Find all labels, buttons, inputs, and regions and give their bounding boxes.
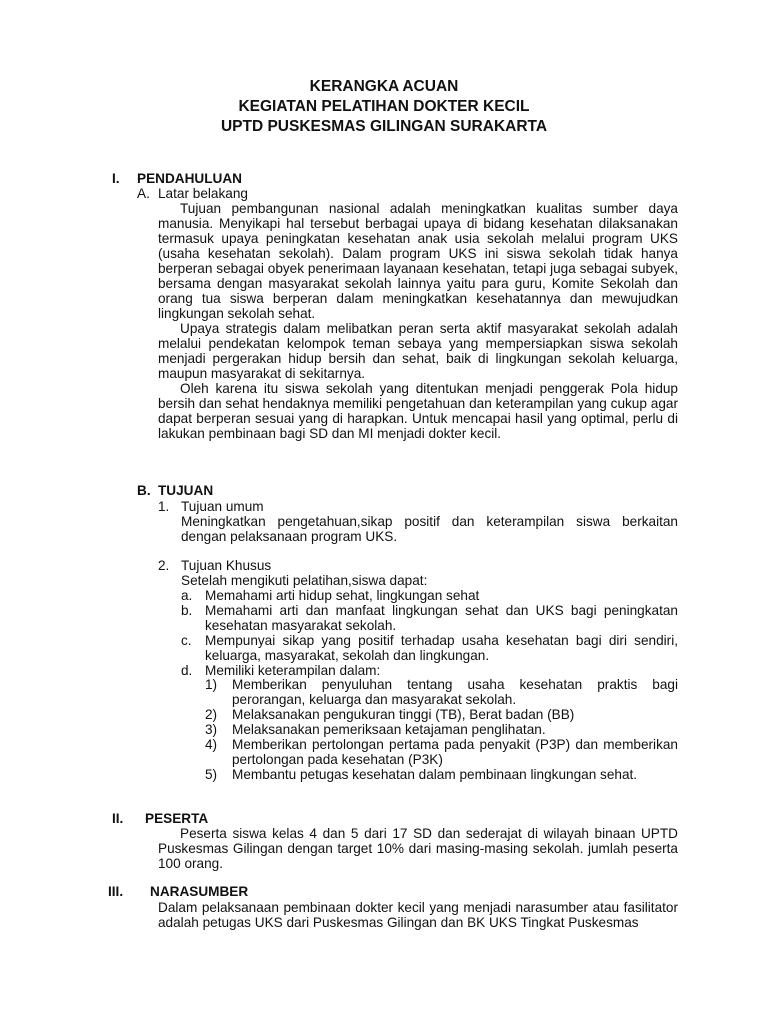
section-2-number: II. (112, 811, 124, 826)
list-marker: 3) (205, 722, 218, 737)
subsection-a-heading: Latar belakang (158, 186, 248, 201)
doc-title-line-2: KEGIATAN PELATIHAN DOKTER KECIL (238, 98, 530, 115)
list-item (205, 677, 678, 707)
peserta-paragraph: Peserta siswa kelas 4 dan 5 dari 17 SD dan sederajat di wilayah binaan UPTD Puskesmas Gilingan dengan target 10% dari masing-masing sekolah. jumlah peserta 100 orang. (158, 826, 678, 871)
list-text: Memahami arti hidup sehat, lingkungan sehat (205, 588, 480, 603)
subsection-a-marker: A. (137, 186, 150, 201)
list-text: Memberikan penyuluhan tentang usaha kesehatan praktis bagi perorangan, keluarga dan masyarakat sekolah. (232, 677, 678, 707)
list-marker: b. (181, 603, 193, 618)
section-1-number: I. (112, 171, 120, 186)
list-marker: d. (181, 663, 193, 678)
tujuan-umum-marker: 1. (158, 499, 170, 514)
keterampilan-list (205, 677, 678, 782)
list-item (181, 588, 678, 603)
doc-title-line-1: KERANGKA ACUAN (309, 78, 459, 95)
list-text: Mempunyai sikap yang positif terhadap usaha kesehatan bagi diri sendiri, keluarga, masyarakat, sekolah dan lingkungan. (205, 633, 678, 663)
peserta-text (158, 826, 678, 871)
tujuan-khusus-list (181, 588, 678, 678)
list-marker: 1) (205, 677, 218, 692)
latar-belakang-body (158, 201, 678, 441)
list-item (205, 707, 678, 722)
list-text: Melaksanakan pengukuran tinggi (TB), Berat badan (BB) (232, 707, 575, 722)
list-text: Membantu petugas kesehatan dalam pembinaan lingkungan sehat. (232, 767, 638, 782)
paragraph-1: Tujuan pembangunan nasional adalah meningkatkan kualitas sumber daya manusia. Menyikapi hal tersebut berbagai upaya di bidang kesehatan dilaksanakan termasuk upaya peningkatan kesehatan anak usia sekolah melalui program UKS (usaha kesehatan sekolah). Dalam program UKS ini siswa sekolah tidak hanya berperan sebagai obyek penerimaan layanaan kesehatan, tetapi juga sebagai subyek, bersama dengan masyarakat sekolah lainnya yaitu para guru, Komite Sekolah dan orang tua siswa berperan dalam meningkatkan kesehatannya dan mewujudkan lingkungan sekolah sehat. (158, 201, 678, 321)
section-1-heading: PENDAHULUAN (137, 171, 242, 186)
list-marker: 5) (205, 767, 218, 782)
list-item (205, 737, 678, 767)
list-marker: c. (181, 633, 192, 648)
list-marker: 4) (205, 737, 218, 752)
list-item (181, 633, 678, 663)
section-3-number: III. (108, 884, 124, 899)
list-marker: a. (181, 588, 193, 603)
subsection-b-marker: B. (137, 483, 151, 498)
list-item (181, 663, 678, 678)
tujuan-khusus-heading: Tujuan Khusus (181, 558, 272, 573)
section-3-heading: NARASUMBER (150, 884, 249, 899)
tujuan-khusus-marker: 2. (158, 558, 170, 573)
paragraph-2: Upaya strategis dalam melibatkan peran serta aktif masyarakat sekolah adalah melalui pendekatan kelompok teman sebaya yang mempersiapkan siswa sekolah menjadi pergerakan hidup bersih dan sehat, baik di lingkungan sekolah keluarga, maupun masyarakat di sekitarnya. (158, 321, 678, 381)
list-marker: 2) (205, 707, 218, 722)
doc-title-line-3: UPTD PUSKESMAS GILINGAN SURAKARTA (220, 118, 548, 135)
tujuan-umum-text: Meningkatkan pengetahuan,sikap positif dan keterampilan siswa berkaitan dengan pelaksanaan program UKS. (181, 514, 678, 544)
tujuan-khusus-intro: Setelah mengikuti pelatihan,siswa dapat: (181, 573, 428, 588)
narasumber-text: Dalam pelaksanaan pembinaan dokter kecil yang menjadi narasumber atau fasilitator adalah petugas UKS dari Puskesmas Gilingan dan BK UKS Tingkat Puskesmas (158, 900, 678, 930)
paragraph-3: Oleh karena itu siswa sekolah yang ditentukan menjadi penggerak Pola hidup bersih dan sehat hendaknya memiliki pengetahuan dan keterampilan yang cukup agar dapat berperan sesuai yang di harapkan. Untuk mencapai hasil yang optimal, perlu di lakukan pembinaan bagi SD dan MI menjadi dokter kecil. (158, 381, 678, 441)
list-text: Memahami arti dan manfaat lingkungan sehat dan UKS bagi peningkatan kesehatan masyarakat sekolah. (205, 603, 678, 633)
subsection-b-heading: TUJUAN (158, 483, 214, 498)
list-text: Melaksanakan pemeriksaan ketajaman penglihatan. (232, 722, 546, 737)
list-item (205, 767, 678, 782)
list-item (181, 603, 678, 633)
list-item (205, 722, 678, 737)
list-text: Memiliki keterampilan dalam: (205, 663, 381, 678)
list-text: Memberikan pertolongan pertama pada penyakit (P3P) dan memberikan pertolongan pada kesehatan (P3K) (232, 737, 678, 767)
section-2-heading: PESERTA (145, 811, 209, 826)
tujuan-umum-heading: Tujuan umum (181, 499, 264, 514)
